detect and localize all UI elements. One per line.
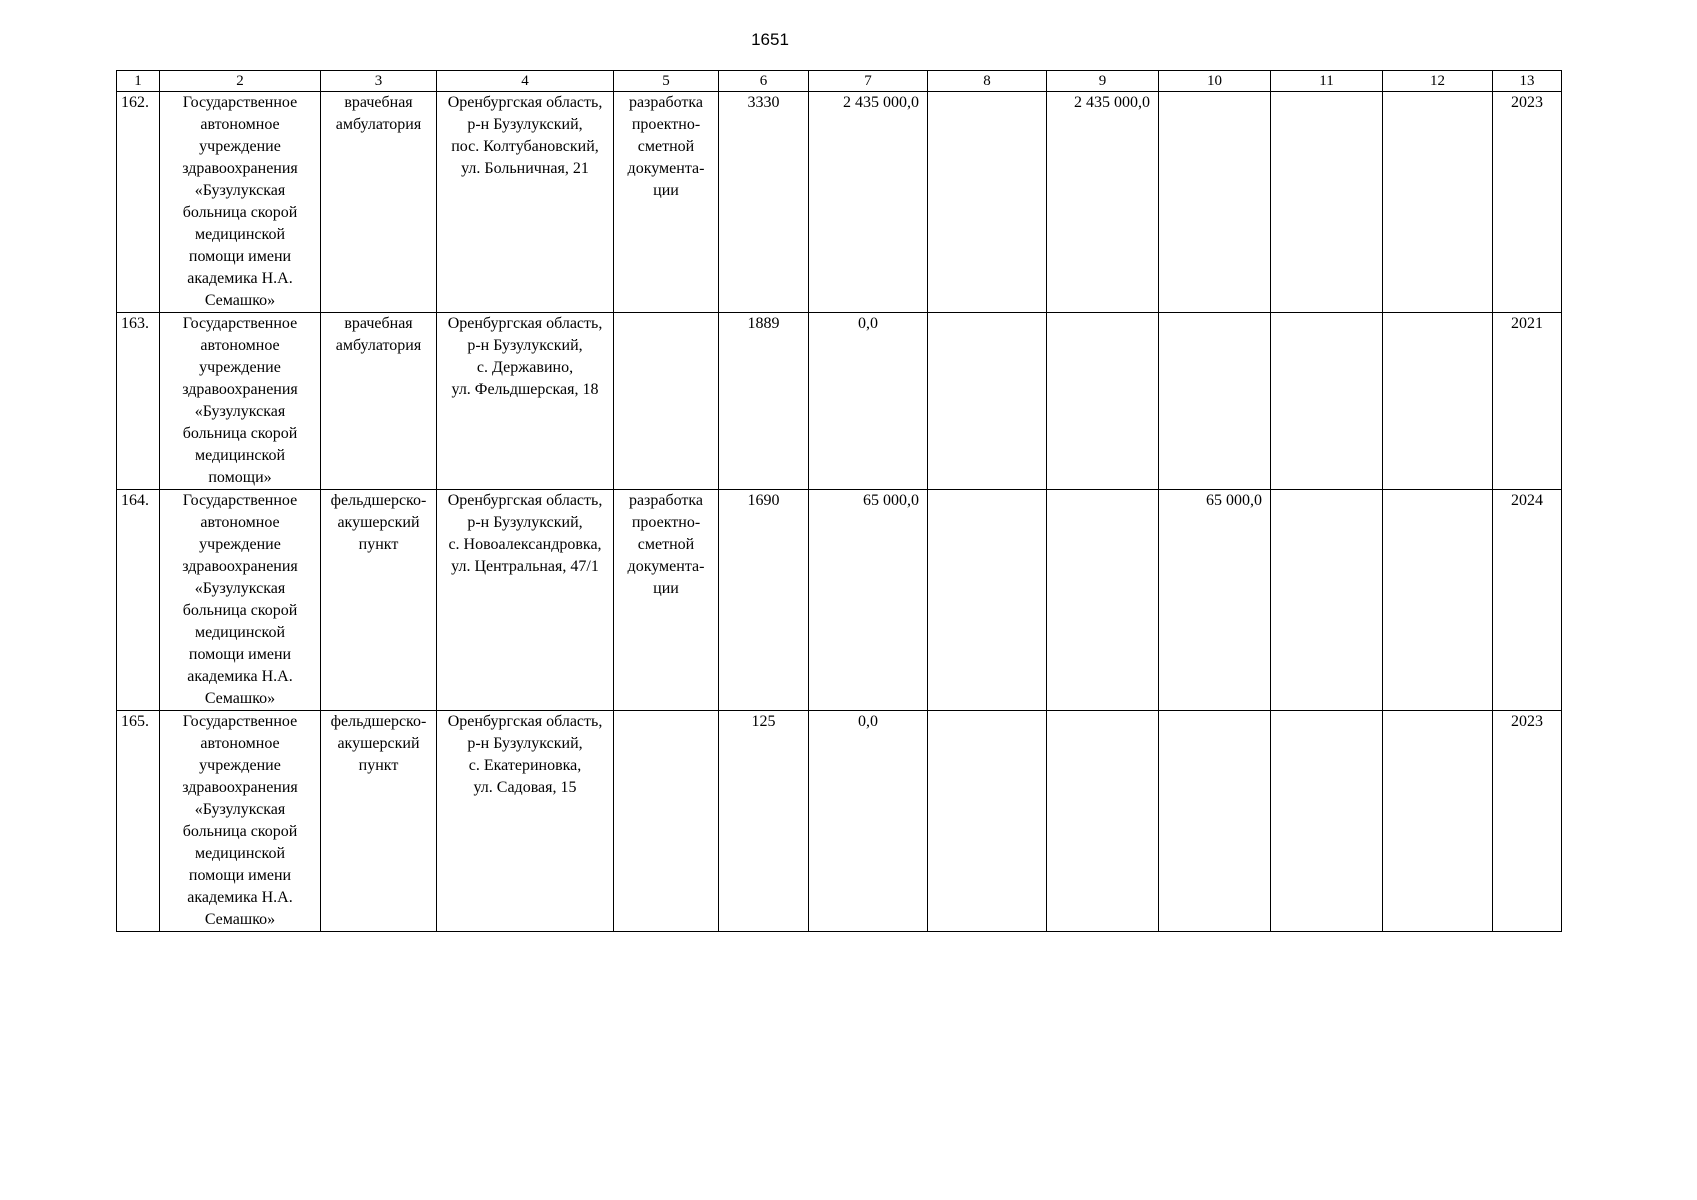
row-number: 165. [117, 711, 160, 932]
col10-cell [1159, 313, 1271, 490]
col12-cell [1383, 313, 1493, 490]
column-header: 7 [809, 71, 928, 92]
row-number: 163. [117, 313, 160, 490]
area-cell: 125 [719, 711, 809, 932]
column-header: 4 [437, 71, 614, 92]
row-number: 164. [117, 490, 160, 711]
work-type-cell: разработка проектно- сметной документа- ции [614, 92, 719, 313]
facility-type-cell: фельдшерско- акушерский пункт [321, 490, 437, 711]
col8-cell [928, 313, 1047, 490]
col12-cell [1383, 92, 1493, 313]
column-header: 12 [1383, 71, 1493, 92]
address-cell: Оренбургская область, р-н Бузулукский, с. Державино, ул. Фельдшерская, 18 [437, 313, 614, 490]
col12-cell [1383, 711, 1493, 932]
organization-cell: Государственное автономное учреждение здравоохранения «Бузулукская больница скорой медицинской помощи имени академика Н.А. Семашко» [160, 711, 321, 932]
column-header: 8 [928, 71, 1047, 92]
col11-cell [1271, 711, 1383, 932]
col8-cell [928, 711, 1047, 932]
column-header: 9 [1047, 71, 1159, 92]
col10-cell: 65 000,0 [1159, 490, 1271, 711]
organization-cell: Государственное автономное учреждение здравоохранения «Бузулукская больница скорой медицинской помощи имени академика Н.А. Семашко» [160, 490, 321, 711]
facility-type-cell: врачебная амбулатория [321, 92, 437, 313]
col9-cell [1047, 490, 1159, 711]
column-header: 5 [614, 71, 719, 92]
table-row [117, 711, 1562, 932]
area-cell: 1690 [719, 490, 809, 711]
total-cost-cell: 0,0 [809, 313, 928, 490]
total-cost-cell: 0,0 [809, 711, 928, 932]
table-row [117, 490, 1562, 711]
col10-cell [1159, 92, 1271, 313]
col8-cell [928, 92, 1047, 313]
column-number-row [117, 71, 1562, 92]
object-list-table [116, 70, 1562, 932]
facility-type-cell: фельдшерско- акушерский пункт [321, 711, 437, 932]
col8-cell [928, 490, 1047, 711]
address-cell: Оренбургская область, р-н Бузулукский, с. Екатериновка, ул. Садовая, 15 [437, 711, 614, 932]
year-cell: 2021 [1493, 313, 1562, 490]
col12-cell [1383, 490, 1493, 711]
column-header: 2 [160, 71, 321, 92]
column-header: 13 [1493, 71, 1562, 92]
year-cell: 2023 [1493, 92, 1562, 313]
total-cost-cell: 65 000,0 [809, 490, 928, 711]
year-cell: 2024 [1493, 490, 1562, 711]
work-type-cell [614, 711, 719, 932]
column-header: 1 [117, 71, 160, 92]
col9-cell [1047, 711, 1159, 932]
address-cell: Оренбургская область, р-н Бузулукский, пос. Колтубановский, ул. Больничная, 21 [437, 92, 614, 313]
column-header: 6 [719, 71, 809, 92]
table-row [117, 92, 1562, 313]
col9-cell: 2 435 000,0 [1047, 92, 1159, 313]
work-type-cell: разработка проектно- сметной документа- ции [614, 490, 719, 711]
column-header: 11 [1271, 71, 1383, 92]
year-cell: 2023 [1493, 711, 1562, 932]
total-cost-cell: 2 435 000,0 [809, 92, 928, 313]
organization-cell: Государственное автономное учреждение здравоохранения «Бузулукская больница скорой медицинской помощи имени академика Н.А. Семашко» [160, 92, 321, 313]
organization-cell: Государственное автономное учреждение здравоохранения «Бузулукская больница скорой медицинской помощи» [160, 313, 321, 490]
col9-cell [1047, 313, 1159, 490]
page-number: 1651 [751, 30, 789, 49]
area-cell: 3330 [719, 92, 809, 313]
column-header: 3 [321, 71, 437, 92]
col11-cell [1271, 92, 1383, 313]
work-type-cell [614, 313, 719, 490]
col11-cell [1271, 490, 1383, 711]
col11-cell [1271, 313, 1383, 490]
row-number: 162. [117, 92, 160, 313]
address-cell: Оренбургская область, р-н Бузулукский, с. Новоалександровка, ул. Центральная, 47/1 [437, 490, 614, 711]
column-header: 10 [1159, 71, 1271, 92]
col10-cell [1159, 711, 1271, 932]
table-row [117, 313, 1562, 490]
area-cell: 1889 [719, 313, 809, 490]
facility-type-cell: врачебная амбулатория [321, 313, 437, 490]
